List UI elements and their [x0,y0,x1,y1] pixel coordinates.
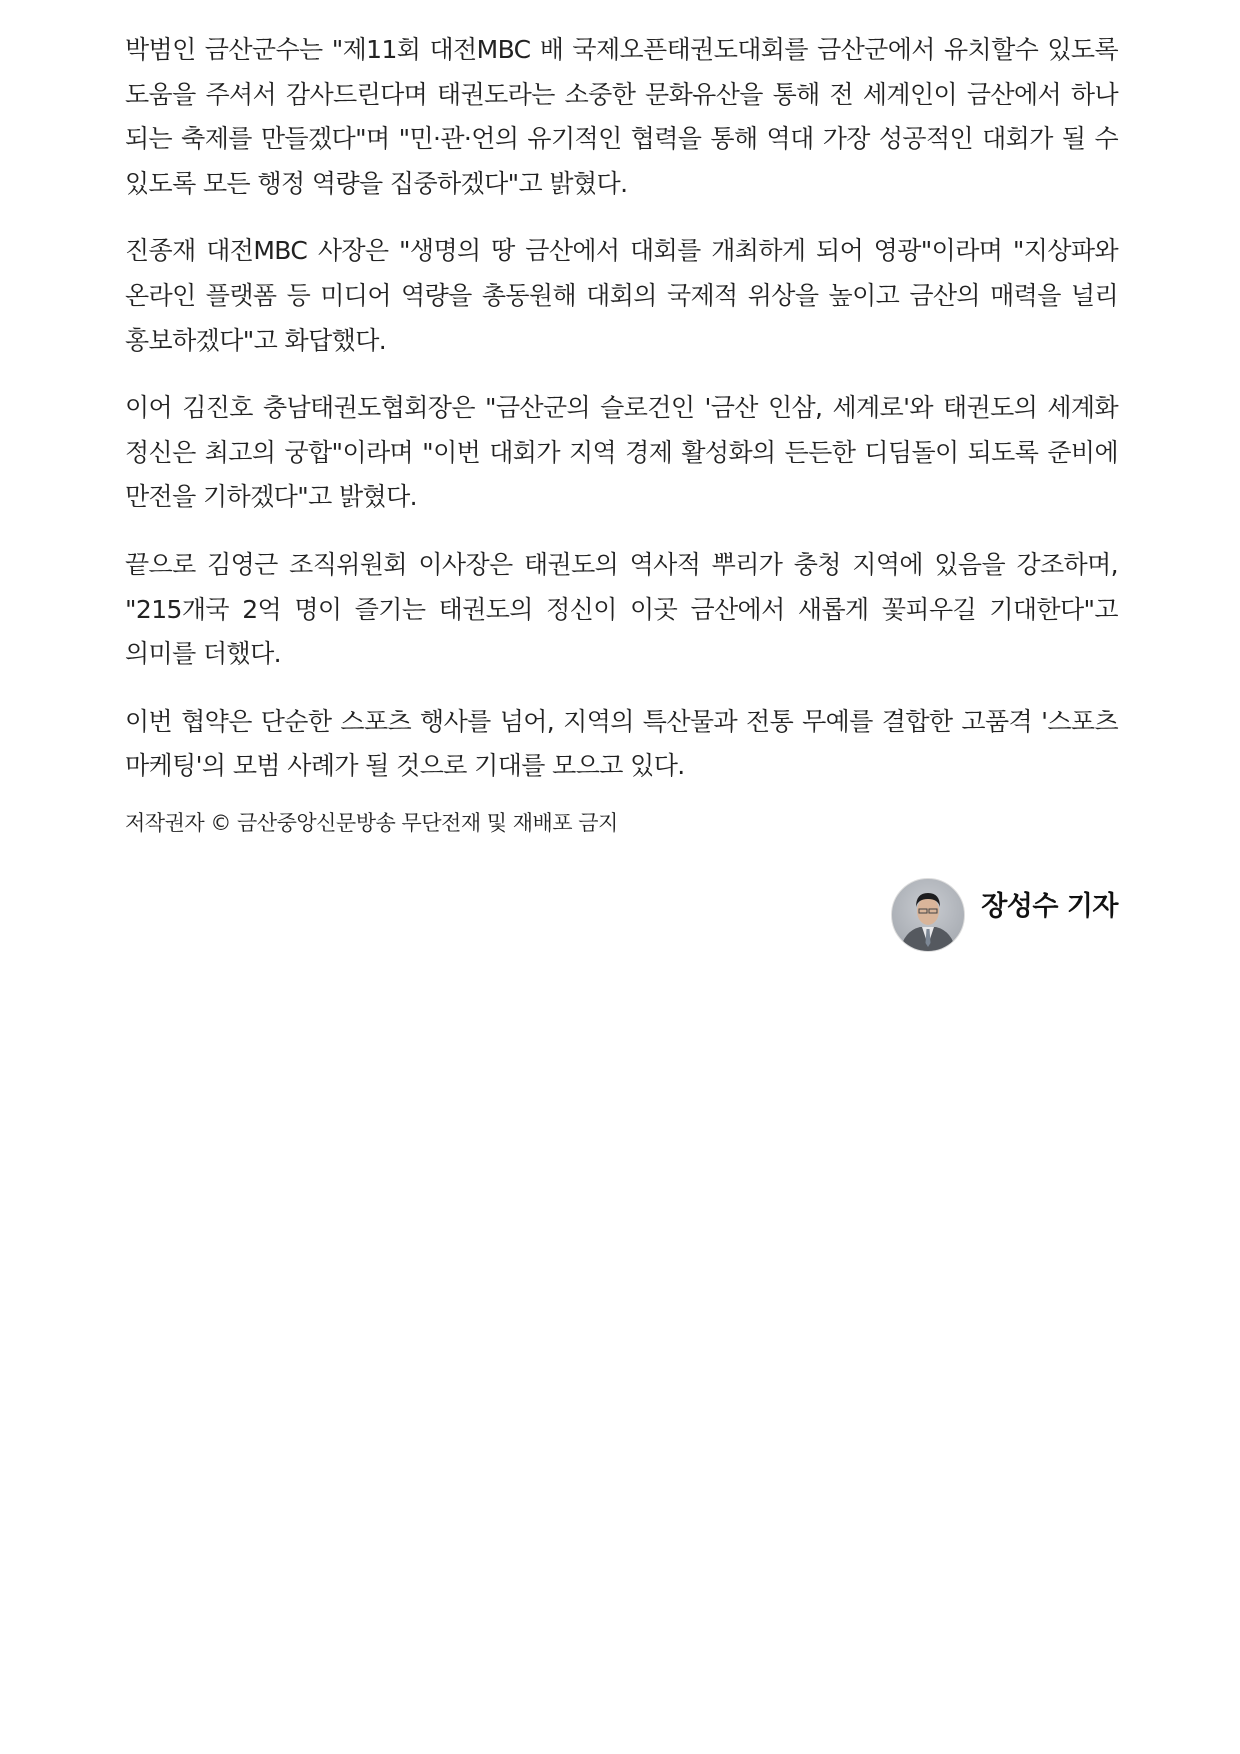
copyright-notice: 저작권자 © 금산중앙신문방송 무단전재 및 재배포 금지 [125,810,618,835]
article-paragraph: 이어 김진호 충남태권도협회장은 "금산군의 슬로건인 '금산 인삼, 세계로'와 태권도의 세계화 정신은 최고의 궁합"이라며 "이번 대회가 지역 경제 활성화의 든든한 디딤돌이 되도록 준비에 만전을 기하겠다"고 밝혔다. [125,393,1118,512]
author-name[interactable]: 장성수 기자 [981,891,1118,922]
author-avatar[interactable] [891,878,965,952]
article-paragraph: 끝으로 김영근 조직위원회 이사장은 태권도의 역사적 뿌리가 충청 지역에 있음을 강조하며, "215개국 2억 명이 즐기는 태권도의 정신이 이곳 금산에서 새롭게 꽃피우길 기대한다"고 의미를 더했다. [125,549,1118,669]
article-paragraph: 진종재 대전MBC 사장은 "생명의 땅 금산에서 대회를 개최하게 되어 영광"이라며 "지상파와 온라인 플랫폼 등 미디어 역량을 총동원해 대회의 국제적 위상을 높이고 금산의 매력을 널리 홍보하겠다"고 화답했다. [125,236,1118,355]
article-paragraph: 이번 협약은 단순한 스포츠 행사를 넘어, 지역의 특산물과 전통 무예를 결합한 고품격 '스포츠 마케팅'의 모범 사례가 될 것으로 기대를 모으고 있다. [125,706,1118,781]
person-photo-icon [892,879,964,951]
article-body [125,28,1118,838]
author-byline[interactable] [891,878,1118,952]
article-paragraph: 박범인 금산군수는 "제11회 대전MBC 배 국제오픈태권도대회를 금산군에서 유치할수 있도록 도움을 주셔서 감사드린다며 태권도라는 소중한 문화유산을 통해 전 세계인이 금산에서 하나 되는 축제를 만들겠다"며 "민·관·언의 유기적인 협력을 통해 역대 가장 성공적인 대회가 될 수 있도록 모든 행정 역량을 집중하겠다"고 밝혔다. [125,35,1118,198]
